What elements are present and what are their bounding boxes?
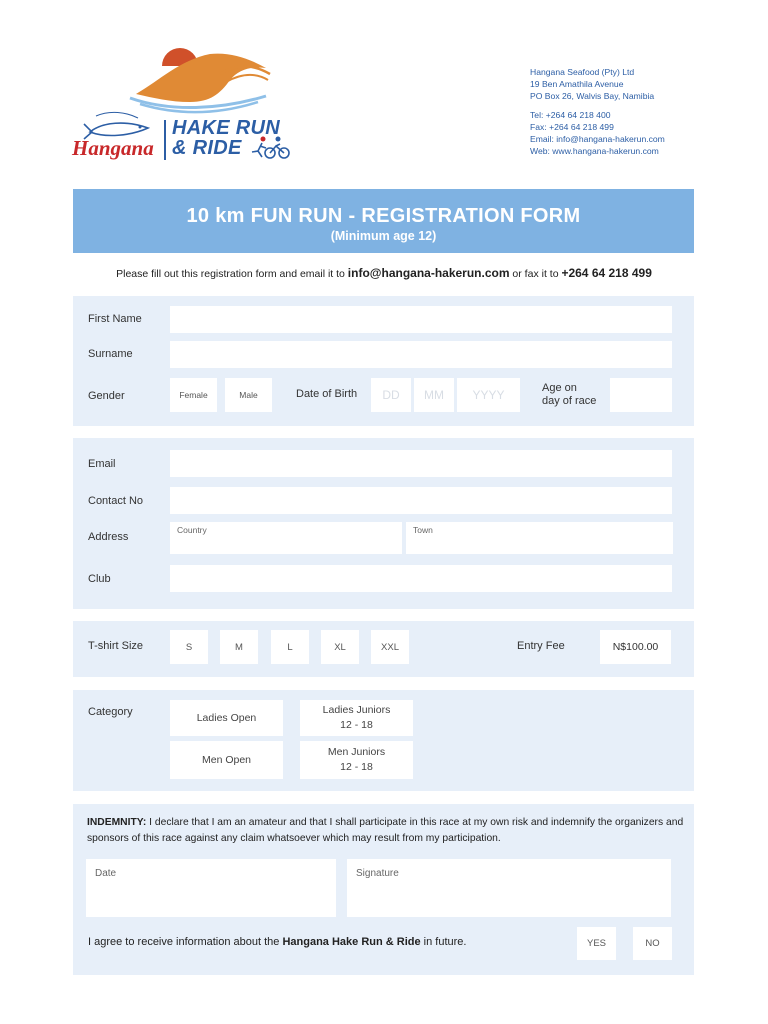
email-label: Email <box>88 458 116 470</box>
town-field[interactable]: Town <box>406 522 673 554</box>
age-label-line2: day of race <box>542 395 597 407</box>
brand-name: Hangana <box>72 136 154 160</box>
consent-brand: Hangana Hake Run & Ride <box>282 936 421 948</box>
company-web[interactable]: Web: www.hangana-hakerun.com <box>530 146 659 157</box>
event-name-line1: HAKE RUN <box>172 117 280 139</box>
ladies-juniors-line1: Ladies Juniors <box>322 704 391 716</box>
indemnity-heading: INDEMNITY: <box>87 817 147 828</box>
gender-male-option[interactable]: Male <box>225 378 272 412</box>
fish-icon <box>84 112 148 139</box>
brand-divider <box>164 120 166 160</box>
company-address2: PO Box 26, Walvis Bay, Namibia <box>530 91 655 102</box>
instruction-prefix: Please fill out this registration form and email it to <box>116 268 348 280</box>
club-field[interactable] <box>170 565 672 592</box>
email-field[interactable] <box>170 450 672 477</box>
company-email[interactable]: Email: info@hangana-hakerun.com <box>530 134 665 145</box>
form-instruction <box>0 266 768 280</box>
ladies-juniors-line2: 12 - 18 <box>340 719 373 731</box>
consent-suffix: in future. <box>420 936 467 948</box>
age-field[interactable] <box>610 378 672 412</box>
tshirt-label: T-shirt Size <box>88 640 144 652</box>
contact-no-field[interactable] <box>170 487 672 514</box>
instruction-email[interactable]: info@hangana-hakerun.com <box>347 266 510 280</box>
company-address1: 19 Ben Amathila Avenue <box>530 79 624 90</box>
instruction-fax: +264 64 218 499 <box>561 266 652 280</box>
indemnity-body: I declare that I am an amateur and that I shall participate in this race at my own risk and indemnify the organizers and sponsors of this race against any claim whatsoever which may result from my participation. <box>87 817 684 844</box>
indemnity-text <box>87 815 687 847</box>
first-name-field[interactable] <box>170 306 672 333</box>
company-tel: Tel: +264 64 218 400 <box>530 109 611 120</box>
category-men-open[interactable]: Men Open <box>170 741 283 779</box>
dob-day-field[interactable]: DD <box>371 378 411 412</box>
category-label: Category <box>88 706 133 718</box>
club-label: Club <box>88 573 111 585</box>
tshirt-size-l[interactable]: L <box>271 630 309 664</box>
event-name <box>172 118 280 158</box>
orange-wave <box>136 54 266 102</box>
entry-fee-label: Entry Fee <box>517 640 565 652</box>
company-details <box>530 66 665 157</box>
tshirt-size-xxl[interactable]: XXL <box>371 630 409 664</box>
dob-label: Date of Birth <box>296 388 358 400</box>
consent-no-option[interactable]: NO <box>633 927 672 960</box>
category-men-juniors[interactable] <box>300 741 413 779</box>
consent-yes-option[interactable]: YES <box>577 927 616 960</box>
dob-year-field[interactable]: YYYY <box>457 378 520 412</box>
category-ladies-juniors[interactable] <box>300 700 413 736</box>
marketing-consent-text <box>88 936 466 948</box>
company-name: Hangana Seafood (Pty) Ltd <box>530 67 635 77</box>
category-ladies-open[interactable]: Ladies Open <box>170 700 283 736</box>
tshirt-size-s[interactable]: S <box>170 630 208 664</box>
men-juniors-line1: Men Juniors <box>327 746 386 758</box>
instruction-mid: or fax it to <box>509 268 562 280</box>
company-fax: Fax: +264 64 218 499 <box>530 121 614 132</box>
form-subtitle: (Minimum age 12) <box>330 229 437 243</box>
event-name-line2: & RIDE <box>172 137 242 159</box>
country-field[interactable]: Country <box>170 522 402 554</box>
form-title: 10 km FUN RUN - REGISTRATION FORM <box>186 205 581 227</box>
signature-field[interactable]: Signature <box>347 859 671 917</box>
address-label: Address <box>88 531 129 543</box>
age-label <box>542 382 596 408</box>
tshirt-size-xl[interactable]: XL <box>321 630 359 664</box>
men-juniors-line2: 12 - 18 <box>340 761 373 773</box>
dob-month-field[interactable]: MM <box>414 378 454 412</box>
age-label-line1: Age on <box>542 382 577 394</box>
surname-field[interactable] <box>170 341 672 368</box>
consent-prefix: I agree to receive information about the <box>88 936 283 948</box>
tshirt-size-m[interactable]: M <box>220 630 258 664</box>
first-name-label: First Name <box>88 313 142 325</box>
contact-no-label: Contact No <box>88 495 144 507</box>
surname-label: Surname <box>88 348 133 360</box>
gender-female-option[interactable]: Female <box>170 378 217 412</box>
form-title-band <box>73 189 694 253</box>
entry-fee-value: N$100.00 <box>600 630 671 664</box>
date-field[interactable]: Date <box>86 859 336 917</box>
gender-label: Gender <box>88 390 125 402</box>
